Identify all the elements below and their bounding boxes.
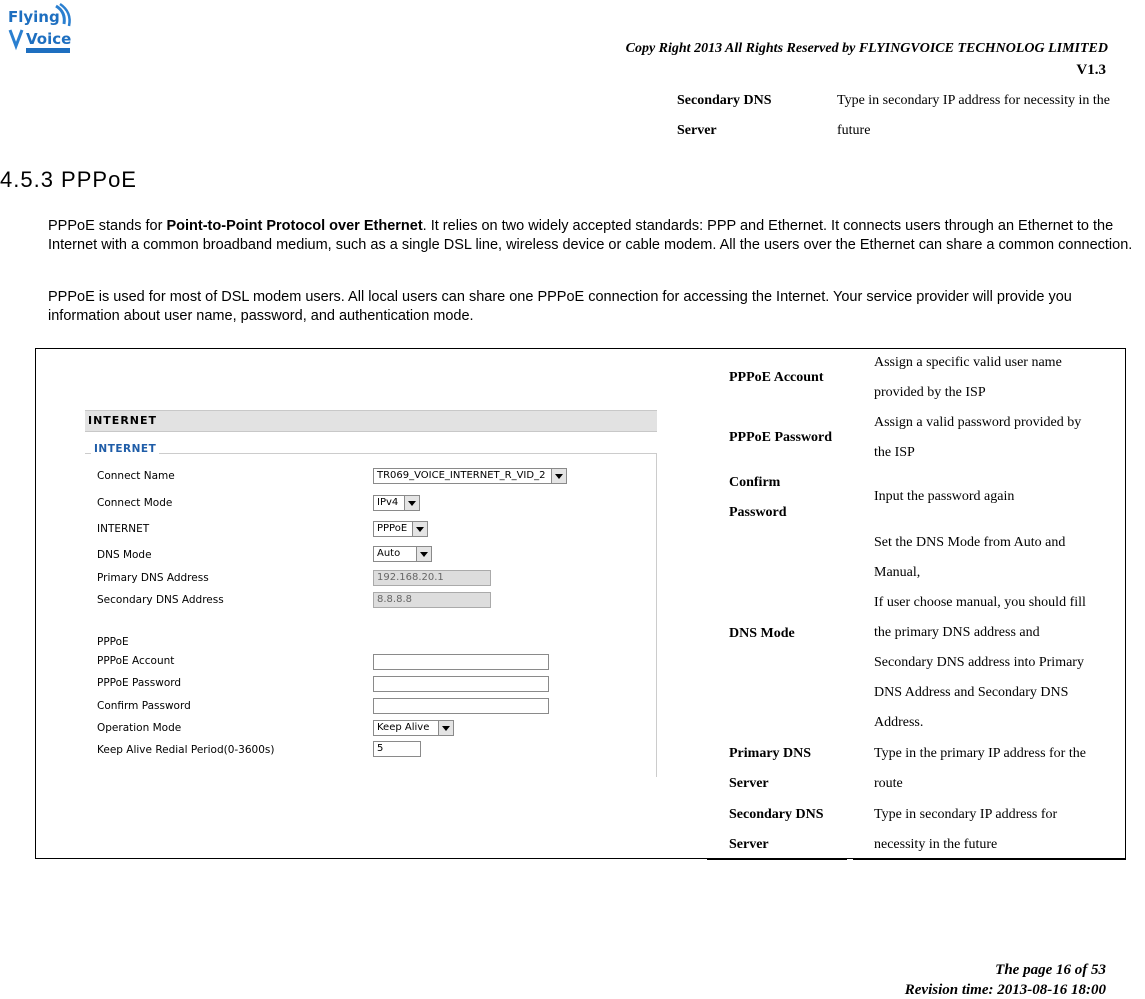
table-rule [707, 859, 847, 860]
param-key-secondary-dns [729, 800, 859, 860]
param-desc-line: the primary DNS address and [874, 625, 1040, 640]
param-key-line: PPPoE Account [729, 370, 824, 385]
carryover-key-line1: Secondary DNS [677, 93, 772, 108]
carryover-key [677, 86, 827, 146]
param-key-line: Server [729, 776, 769, 791]
flyingvoice-logo [6, 2, 76, 58]
copyright-text: Copy Right 2013 All Rights Reserved by FLYINGVOICE TECHNOLOG LIMITED [625, 41, 1108, 56]
param-key-line: DNS Mode [729, 626, 795, 641]
keepalive-label: Keep Alive Redial Period(0-3600s) [97, 744, 275, 756]
para1-post: . It relies on two widely accepted standards: PPP and Ethernet. It connects users through an Ethernet to the Internet with a common broadband medium, such as a single DSL line, wireless device or cable modem. All the users over the Ethernet can share a common connection. [48, 218, 1133, 253]
carryover-value-line1: Type in secondary IP address for necessity in the [837, 93, 1110, 108]
dns-mode-select[interactable] [373, 546, 432, 562]
param-desc-line: DNS Address and Secondary DNS [874, 685, 1069, 700]
param-desc-line: Assign a specific valid user name [874, 355, 1062, 370]
carryover-value [837, 86, 1145, 146]
param-desc-primary-dns [874, 739, 1124, 799]
pppoe-password-input[interactable] [373, 676, 549, 692]
connect-mode-label: Connect Mode [97, 497, 173, 509]
pppoe-password-label: PPPoE Password [97, 677, 182, 689]
confirm-password-input[interactable] [373, 698, 549, 714]
param-desc-line: Manual, [874, 565, 921, 580]
primary-dns-input[interactable]: 192.168.20.1 [373, 570, 491, 586]
pppoe-section-label: PPPoE [97, 636, 129, 648]
chevron-down-icon [412, 522, 427, 536]
param-desc-line: Set the DNS Mode from Auto and [874, 535, 1066, 550]
confirm-password-label: Confirm Password [97, 700, 191, 712]
param-desc-pppoe-account [874, 348, 1124, 408]
revision-time: Revision time: 2013-08-16 18:00 [904, 982, 1106, 998]
param-key-pppoe-account [729, 363, 859, 393]
keepalive-input[interactable]: 5 [373, 741, 421, 757]
version-label: V1.3 [1076, 62, 1106, 78]
primary-dns-label: Primary DNS Address [97, 572, 209, 584]
param-desc-line: Assign a valid password provided by [874, 415, 1082, 430]
chevron-down-icon [438, 721, 453, 735]
param-desc-line: If user choose manual, you should fill [874, 595, 1086, 610]
param-desc-line: provided by the ISP [874, 385, 986, 400]
param-key-line: Primary DNS [729, 746, 812, 761]
carryover-value-line2: future [837, 123, 871, 138]
table-rule [853, 859, 1126, 860]
param-key-line: Confirm [729, 475, 781, 490]
connect-name-select[interactable] [373, 468, 567, 484]
dns-mode-label: DNS Mode [97, 549, 152, 561]
operation-mode-select[interactable] [373, 720, 454, 736]
param-key-line: Server [729, 837, 769, 852]
intro-paragraph [48, 217, 1138, 255]
carryover-key-line2: Server [677, 123, 717, 138]
param-desc-line: the ISP [874, 445, 915, 460]
operation-mode-label: Operation Mode [97, 722, 182, 734]
param-desc-line: Type in secondary IP address for [874, 807, 1058, 822]
logo-text-flying: Flying [8, 8, 60, 26]
param-desc-pppoe-password [874, 408, 1124, 468]
param-desc-line: necessity in the future [874, 837, 998, 852]
internet-mode-value: PPPoE [377, 523, 408, 534]
param-desc-dns-mode [874, 528, 1124, 738]
page-number: The page 16 of 53 [995, 962, 1106, 978]
pppoe-account-input[interactable] [373, 654, 549, 670]
param-desc-line: Secondary DNS address into Primary [874, 655, 1084, 670]
connect-mode-select[interactable] [373, 495, 420, 511]
internet-settings-screenshot [85, 410, 657, 778]
logo-text-voice: Voice [26, 30, 72, 48]
param-desc-line: Address. [874, 715, 924, 730]
connect-name-value: TR069_VOICE_INTERNET_R_VID_2 [377, 470, 546, 481]
internet-label: INTERNET [97, 523, 150, 535]
param-desc-secondary-dns [874, 800, 1124, 860]
param-desc-line: route [874, 776, 903, 791]
param-desc-confirm-password [874, 482, 1124, 512]
para1-bold-term: Point-to-Point Protocol over Ethernet [166, 218, 423, 234]
param-desc-line: Type in the primary IP address for the [874, 746, 1086, 761]
chevron-down-icon [551, 469, 566, 483]
panel-header: INTERNET [85, 410, 657, 432]
usage-paragraph: PPPoE is used for most of DSL modem users. All local users can share one PPPoE connection for accessing the Internet. Your service provider will provide you information about user name, password, and authentication mode. [48, 289, 1072, 324]
param-desc-line: Input the password again [874, 489, 1015, 504]
param-key-primary-dns [729, 739, 859, 799]
param-key-line: Secondary DNS [729, 807, 824, 822]
param-key-line: PPPoE Password [729, 430, 833, 445]
fieldset-legend: INTERNET [91, 443, 159, 455]
internet-mode-select[interactable] [373, 521, 428, 537]
param-key-line: Password [729, 505, 787, 520]
chevron-down-icon [416, 547, 431, 561]
section-title: 4.5.3 PPPoE [0, 167, 137, 192]
param-key-confirm-password [729, 468, 859, 528]
logo-graphic [6, 2, 76, 58]
secondary-dns-label: Secondary DNS Address [97, 594, 224, 606]
para1-pre: PPPoE stands for [48, 218, 167, 234]
pppoe-account-label: PPPoE Account [97, 655, 175, 667]
chevron-down-icon [404, 496, 419, 510]
connect-name-label: Connect Name [97, 470, 175, 482]
connect-mode-value: IPv4 [377, 497, 399, 508]
operation-mode-value: Keep Alive [377, 722, 430, 733]
param-key-pppoe-password [729, 423, 859, 453]
param-key-dns-mode [729, 619, 859, 649]
dns-mode-value: Auto [377, 548, 401, 559]
secondary-dns-input[interactable]: 8.8.8.8 [373, 592, 491, 608]
